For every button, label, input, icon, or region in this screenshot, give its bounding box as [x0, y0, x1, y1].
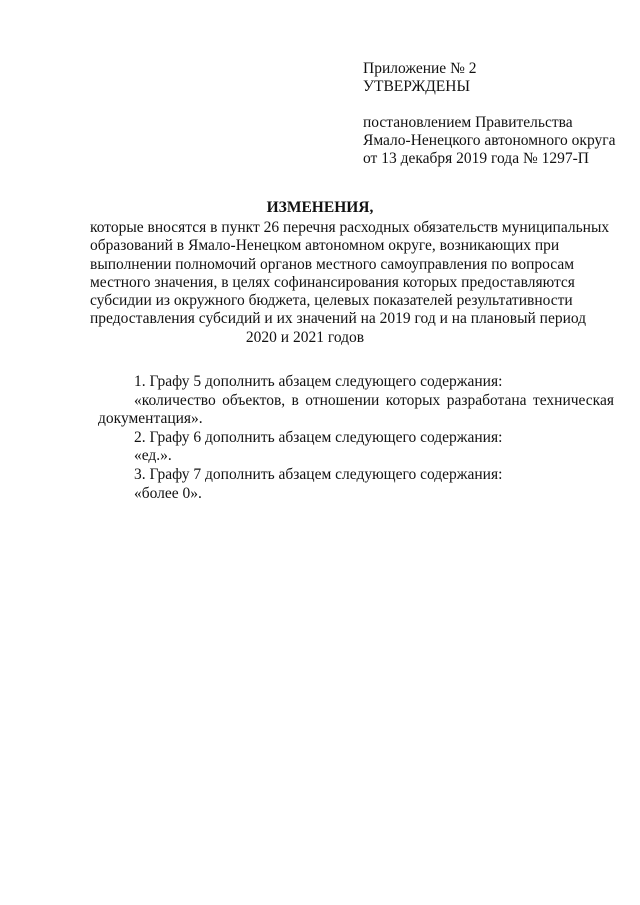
item-1-text-line-2: документация».	[98, 410, 203, 428]
subtitle-line: образований в Ямало-Ненецком автономном округе, возникающих при	[90, 237, 560, 255]
subtitle-line: предоставления субсидий и их значений на 2019 год и на плановый период	[90, 310, 587, 328]
item-1: 1. Графу 5 дополнить абзацем следующего содержания:	[134, 373, 503, 390]
item-2: 2. Графу 6 дополнить абзацем следующего содержания:	[134, 428, 503, 446]
subtitle-line: которые вносятся в пункт 26 перечня расходных обязательств муниципальных	[90, 219, 610, 236]
subtitle-line: 2020 и 2021 годов	[245, 328, 365, 346]
subtitle-line: субсидии из окружного бюджета, целевых показателей результативности	[90, 292, 573, 310]
subtitle-line: выполнении полномочий органов местного самоуправления по вопросам	[90, 255, 575, 273]
approval-header	[363, 60, 615, 168]
resolution-line-1: постановлением Правительства	[363, 114, 573, 131]
subtitle-line: местного значения, в целях софинансирования которых предоставляются	[90, 273, 575, 291]
item-1-text-line-1: «количество объектов, в отношении которых разработана техническая	[134, 391, 614, 409]
resolution-line-3: от 13 декабря 2019 года № 1297-П	[363, 150, 589, 167]
approved-label: УТВЕРЖДЕНЫ	[363, 78, 470, 95]
item-3-text: «более 0».	[134, 484, 202, 502]
document-subtitle	[90, 219, 610, 347]
document-body	[98, 373, 614, 503]
resolution-line-2: Ямало-Ненецкого автономного округа	[363, 132, 616, 149]
appendix-number: Приложение № 2	[363, 60, 477, 77]
header-gap	[363, 96, 615, 114]
item-2-text: «ед.».	[134, 447, 172, 465]
document-title: ИЗМЕНЕНИЯ,	[266, 199, 374, 216]
item-3: 3. Графу 7 дополнить абзацем следующего содержания:	[134, 465, 503, 483]
